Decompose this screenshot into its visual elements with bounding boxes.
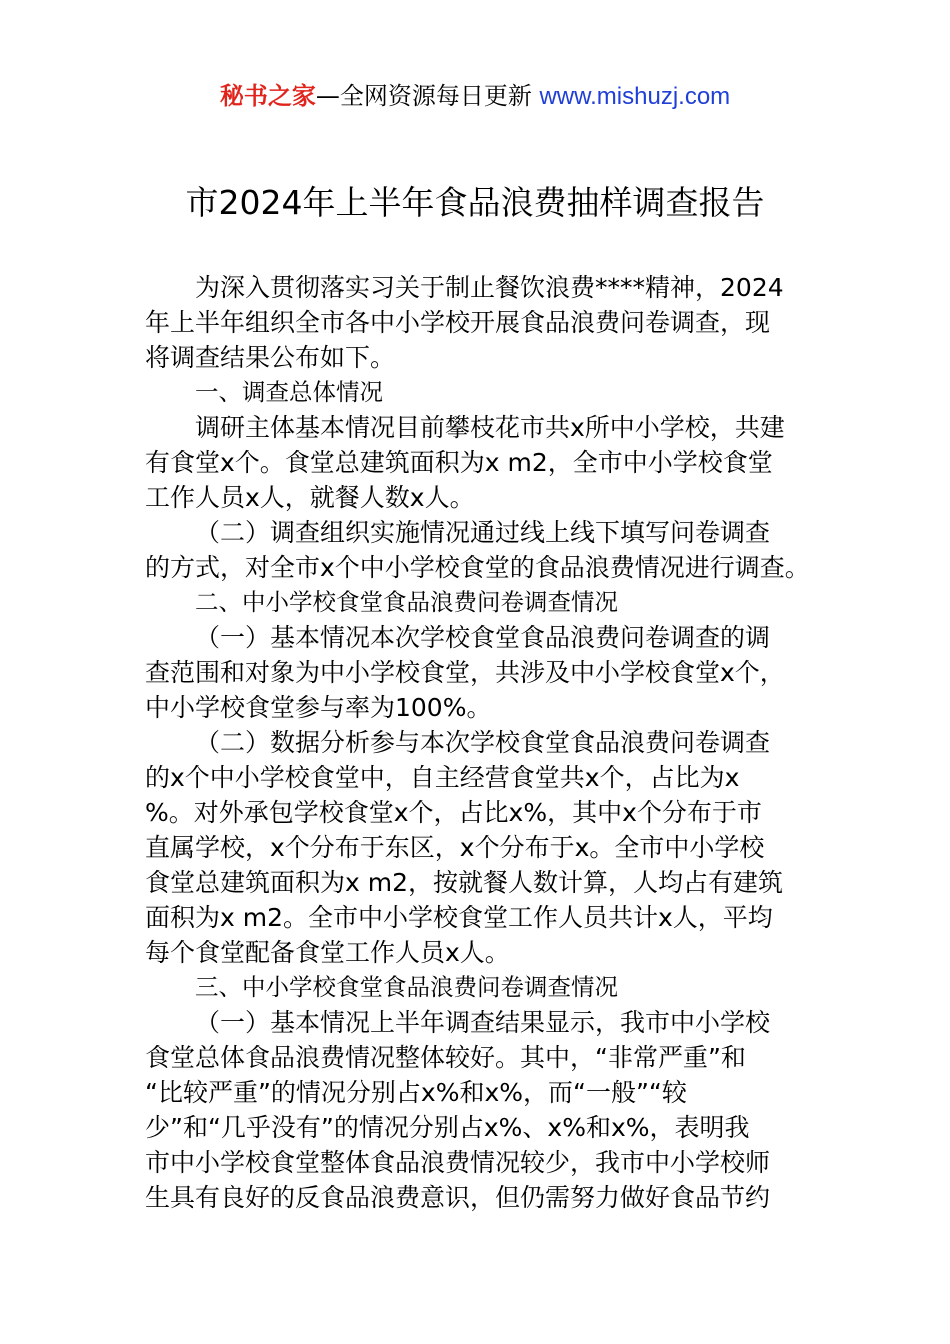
section-heading: 二、中小学校食堂食品浪费问卷调查情况	[195, 588, 618, 616]
paragraph-line: 工作人员x人，就餐人数x人。	[145, 483, 475, 512]
paragraph-line: 的x个中小学校食堂中，自主经营食堂共x个，占比为x	[145, 763, 740, 792]
paragraph-line: 少”和“几乎没有”的情况分别占x%、x%和x%，表明我	[145, 1113, 750, 1142]
site-url-link[interactable]: www.mishuzj.com	[539, 83, 731, 110]
paragraph-line: 为深入贯彻落实习关于制止餐饮浪费****精神，2024	[195, 273, 784, 302]
paragraph-line: （一）基本情况本次学校食堂食品浪费问卷调查的调	[195, 623, 771, 652]
paragraph-line: 中小学校食堂参与率为100%。	[145, 693, 492, 722]
paragraph-line: 查范围和对象为中小学校食堂，共涉及中小学校食堂x个，	[145, 658, 785, 687]
document-title: 市2024年上半年食品浪费抽样调查报告	[185, 183, 765, 222]
paragraph-line: 的方式，对全市x个中小学校食堂的食品浪费情况进行调查。	[145, 553, 810, 582]
paragraph-line: 食堂总体食品浪费情况整体较好。其中，“非常严重”和	[145, 1043, 746, 1072]
paragraph-line: 年上半年组织全市各中小学校开展食品浪费问卷调查，现	[145, 308, 771, 337]
paragraph-line: 面积为x m2。全市中小学校食堂工作人员共计x人，平均	[145, 903, 773, 932]
paragraph-line: 调研主体基本情况目前攀枝花市共x所中小学校，共建	[195, 413, 785, 442]
paragraph-line: （二）调查组织实施情况通过线上线下填写问卷调查	[195, 518, 771, 547]
document-body	[145, 270, 815, 1215]
site-tagline: —全网资源每日更新	[315, 82, 532, 110]
paragraph-line: 有食堂x个。食堂总建筑面积为x m2，全市中小学校食堂	[145, 448, 773, 477]
site-brand: 秘书之家	[219, 82, 316, 110]
paragraph-line: %。对外承包学校食堂x个，占比x%，其中x个分布于市	[145, 798, 762, 827]
paragraph-line: 直属学校，x个分布于东区，x个分布于x。全市中小学校	[145, 833, 765, 862]
paragraph-line: 生具有良好的反食品浪费意识，但仍需努力做好食品节约	[145, 1183, 771, 1212]
site-header	[0, 80, 950, 113]
paragraph-line: （一）基本情况上半年调查结果显示，我市中小学校	[195, 1008, 771, 1037]
paragraph-line: 食堂总建筑面积为x m2，按就餐人数计算，人均占有建筑	[145, 868, 784, 897]
paragraph-line: “比较严重”的情况分别占x%和x%，而“一般”“较	[145, 1078, 687, 1107]
paragraph-line: 市中小学校食堂整体食品浪费情况较少，我市中小学校师	[145, 1148, 771, 1177]
paragraph-line: 将调查结果公布如下。	[145, 343, 396, 372]
section-heading: 三、中小学校食堂食品浪费问卷调查情况	[195, 973, 618, 1001]
paragraph-line: （二）数据分析参与本次学校食堂食品浪费问卷调查	[195, 728, 771, 757]
section-heading: 一、调查总体情况	[195, 378, 383, 406]
paragraph-line: 每个食堂配备食堂工作人员x人。	[145, 938, 510, 967]
